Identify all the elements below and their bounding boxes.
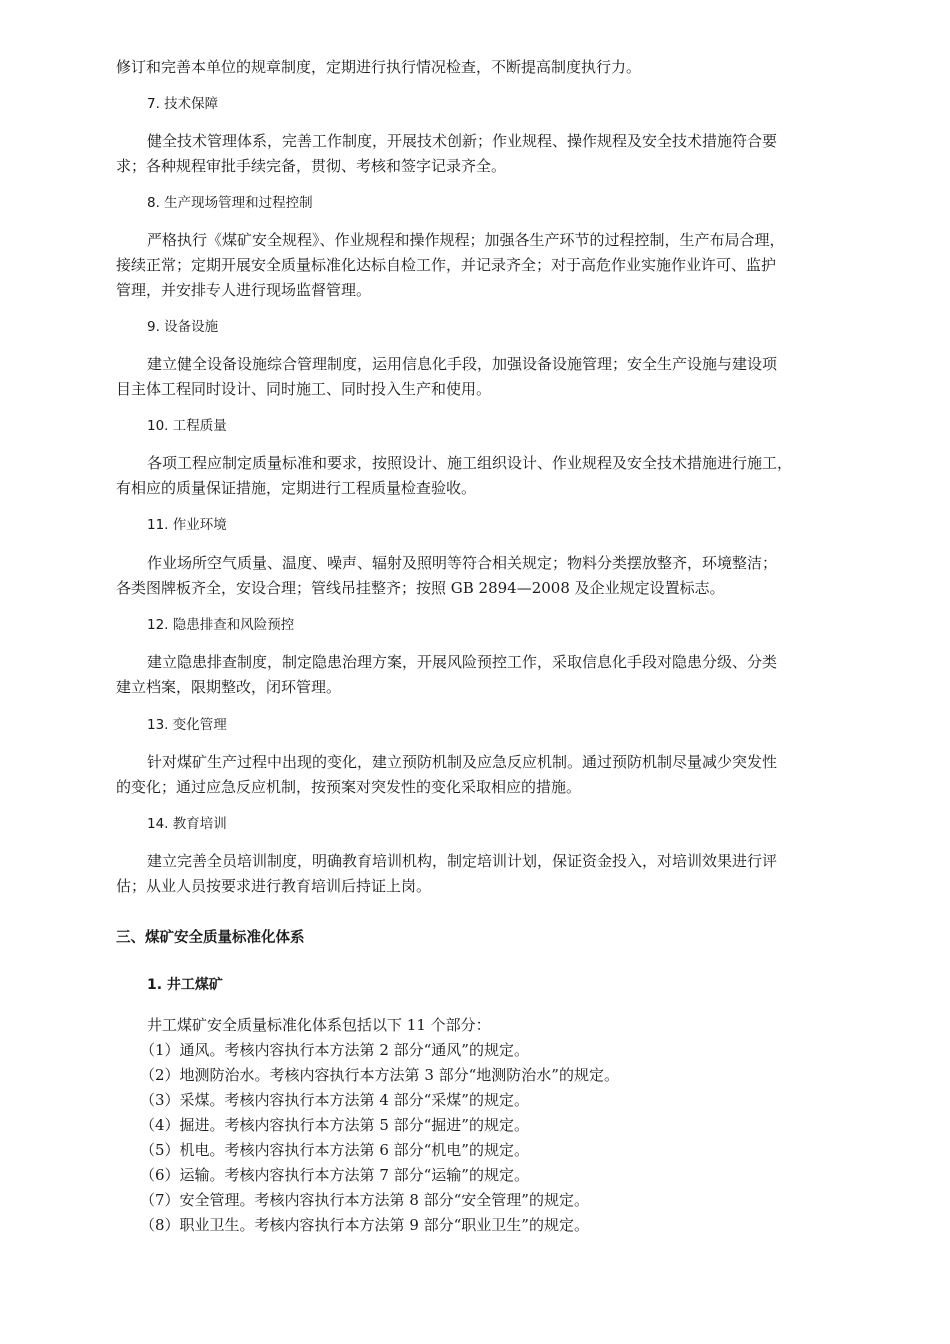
item-heading: 13. 变化管理 [147,717,227,733]
paragraph-line: 健全技术管理体系，完善工作制度，开展技术创新；作业规程、操作规程及安全技术措施符合要 [147,132,778,150]
paragraph-line: 目主体工程同时设计、同时施工、同时投入生产和使用。 [116,380,492,398]
list-item: （2）地测防治水。考核内容执行本方法第 3 部分“地测防治水”的规定。 [140,1066,619,1084]
paragraph-line: 估；从业人员按要求进行教育培训后持证上岗。 [116,877,432,895]
item-heading: 11. 作业环境 [147,517,227,533]
list-item: （6）运输。考核内容执行本方法第 7 部分“运输”的规定。 [140,1166,529,1184]
paragraph-line: 建立健全设备设施综合管理制度，运用信息化手段，加强设备设施管理；安全生产设施与建设项 [147,355,778,373]
paragraph-line: 各项工程应制定质量标准和要求，按照设计、施工组织设计、作业规程及安全技术措施进行施工， [147,454,793,472]
paragraph-line: 管理，并安排专人进行现场监督管理。 [116,281,372,299]
list-item: （7）安全管理。考核内容执行本方法第 8 部分“安全管理”的规定。 [140,1191,589,1209]
item-heading: 9. 设备设施 [147,319,219,335]
item-heading: 10. 工程质量 [147,418,227,434]
item-heading: 8. 生产现场管理和过程控制 [147,195,313,211]
paragraph-line: 修订和完善本单位的规章制度，定期进行执行情况检查，不断提高制度执行力。 [116,58,642,76]
list-item: （8）职业卫生。考核内容执行本方法第 9 部分“职业卫生”的规定。 [140,1216,589,1234]
list-item: （3）采煤。考核内容执行本方法第 4 部分“采煤”的规定。 [140,1091,529,1109]
list-item: （1）通风。考核内容执行本方法第 2 部分“通风”的规定。 [140,1041,529,1059]
paragraph-line: 的变化；通过应急反应机制，按预案对突发性的变化采取相应的措施。 [116,778,582,796]
paragraph-line: 严格执行《煤矿安全规程》、作业规程和操作规程；加强各生产环节的过程控制，生产布局合理， [147,231,785,249]
list-item: （4）掘进。考核内容执行本方法第 5 部分“掘进”的规定。 [140,1116,529,1134]
item-heading: 14. 教育培训 [147,816,227,832]
paragraph-line: 接续正常；定期开展安全质量标准化达标自检工作，并记录齐全；对于高危作业实施作业许可、监护 [116,256,777,274]
item-heading: 12. 隐患排查和风险预控 [147,617,295,633]
paragraph-line: 有相应的质量保证措施，定期进行工程质量检查验收。 [116,479,477,497]
paragraph-line: 建立完善全员培训制度，明确教育培训机构，制定培训计划，保证资金投入，对培训效果进行评 [147,852,778,870]
item-heading: 7. 技术保障 [147,96,219,112]
paragraph-line: 建立隐患排查制度，制定隐患治理方案，开展风险预控工作，采取信息化手段对隐患分级、分类 [147,653,778,671]
list-item: （5）机电。考核内容执行本方法第 6 部分“机电”的规定。 [140,1141,529,1159]
section-subheading: 1. 井工煤矿 [147,977,223,993]
paragraph-line: 建立档案，限期整改，闭环管理。 [116,678,342,696]
paragraph-line: 作业场所空气质量、温度、噪声、辐射及照明等符合相关规定；物料分类摆放整齐，环境整洁； [147,554,778,572]
paragraph-line: 各类图牌板齐全，安设合理；管线吊挂整齐；按照 GB 2894—2008 及企业规定设置标志。 [116,579,725,597]
section-title: 三、煤矿安全质量标准化体系 [116,930,305,946]
paragraph-line: 井工煤矿安全质量标准化体系包括以下 11 个部分： [147,1016,491,1034]
paragraph-line: 求；各种规程审批手续完备，贯彻、考核和签字记录齐全。 [116,157,507,175]
paragraph-line: 针对煤矿生产过程中出现的变化，建立预防机制及应急反应机制。通过预防机制尽量减少突发性 [147,753,778,771]
